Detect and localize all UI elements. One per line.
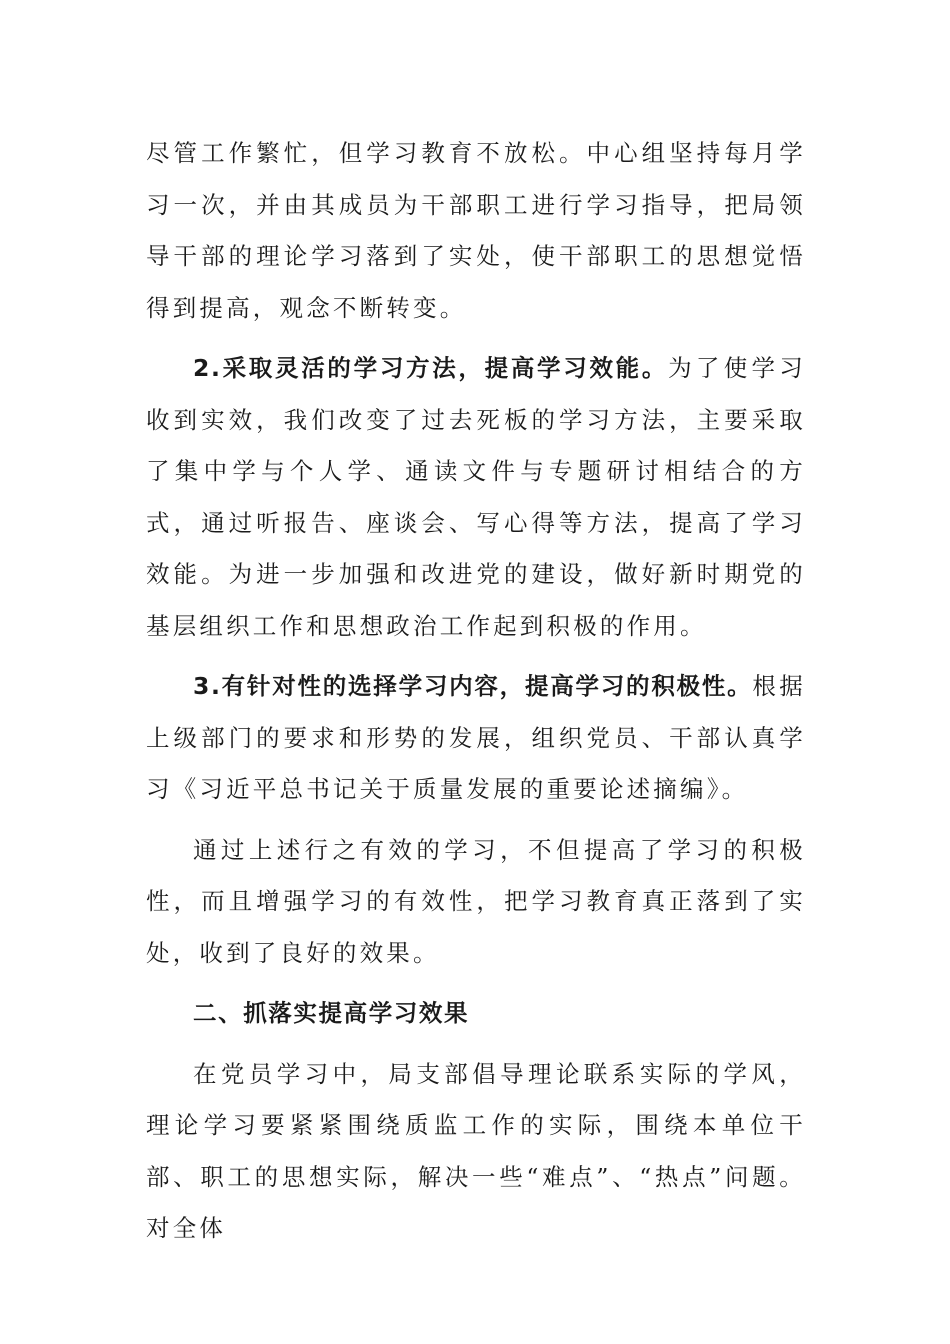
paragraph-2-text: 为了使学习收到实效，我们改变了过去死板的学习方法，主要采取了集中学与个人学、通读文件与专题研讨相结合的方式，通过听报告、座谈会、写心得等方法，提高了学习效能。为进一步加强和改进党的建设，做好新时期党的基层组织工作和思想政治工作起到积极的作用。 — [146, 354, 806, 640]
paragraph-4-text: 通过上述行之有效的学习，不但提高了学习的积极性，而且增强学习的有效性，把学习教育真正落到了实处，收到了良好的效果。 — [146, 835, 806, 967]
paragraph-3 — [146, 661, 806, 816]
paragraph-4 — [146, 825, 806, 980]
paragraph-5 — [146, 1049, 806, 1255]
paragraph-1 — [146, 128, 806, 334]
paragraph-2 — [146, 343, 806, 652]
paragraph-3-text: 根据上级部门的要求和形势的发展，组织党员、干部认真学习《习近平总书记关于质量发展的重要论述摘编》。 — [146, 672, 806, 803]
section-heading-2 — [146, 988, 806, 1040]
paragraph-3-lead: 3.有针对性的选择学习内容，提高学习的积极性。 — [193, 672, 753, 700]
paragraph-2-lead: 2.采取灵活的学习方法，提高学习效能。 — [193, 354, 669, 382]
paragraph-1-text: 尽管工作繁忙，但学习教育不放松。中心组坚持每月学习一次，并由其成员为干部职工进行学习指导，把局领导干部的理论学习落到了实处，使干部职工的思想觉悟得到提高，观念不断转变。 — [146, 139, 806, 322]
section-heading-2-text: 二、抓落实提高学习效果 — [193, 999, 470, 1027]
document-body — [146, 128, 806, 1255]
paragraph-5-text: 在党员学习中，局支部倡导理论联系实际的学风，理论学习要紧紧围绕质监工作的实际，围绕本单位干部、职工的思想实际，解决一些“难点”、“热点”问题。对全体 — [146, 1059, 806, 1242]
